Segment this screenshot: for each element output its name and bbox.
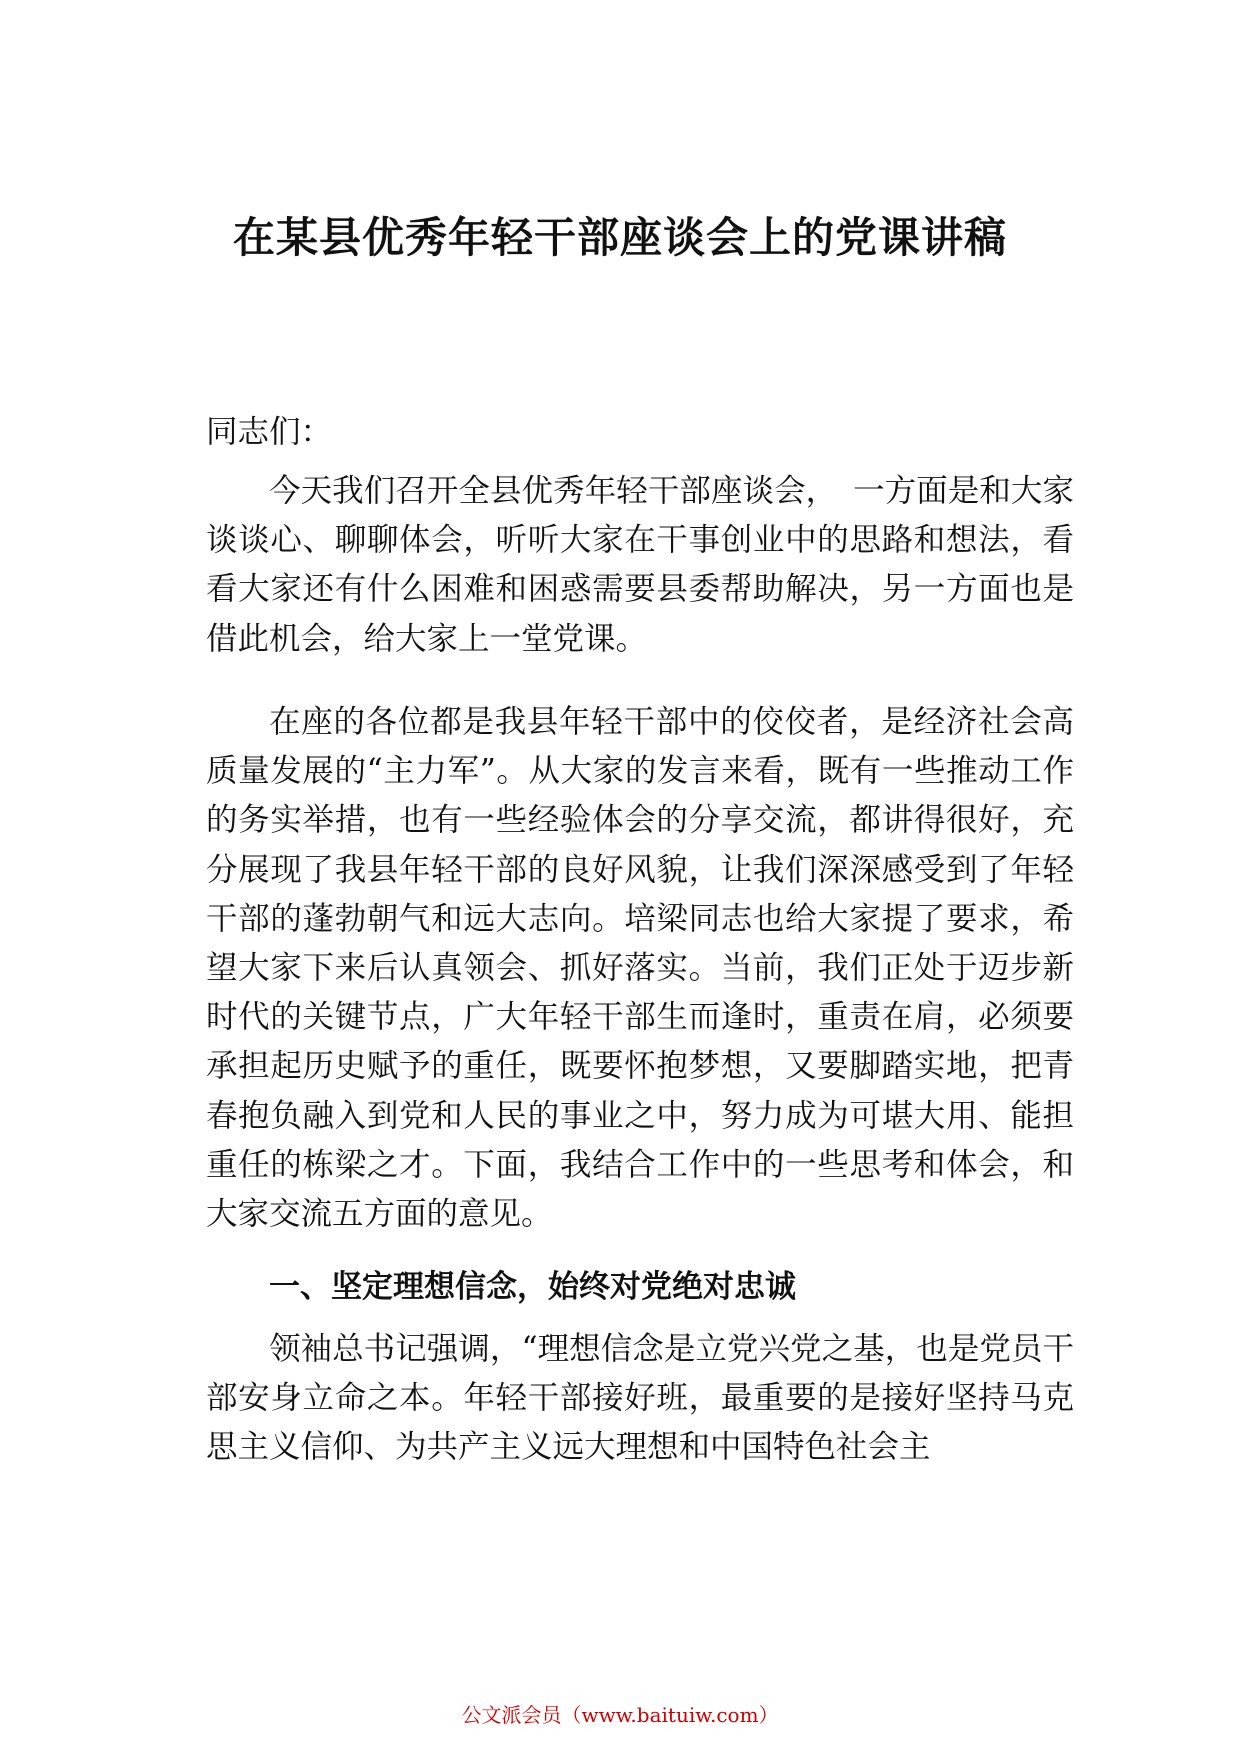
paragraph-context: 在座的各位都是我县年轻干部中的佼佼者，是经济社会高质量发展的“主力军”。从大家的发言来看，既有一些推动工作的务实举措，也有一些经验体会的分享交流，都讲得很好，充分展现了我县年轻干部的良好风貌，让我们深深感受到了年轻干部的蓬勃朝气和远大志向。培梁同志也给大家提了要求，希望大家下来后认真领会、抓好落实。当前，我们正处于迈步新时代的关键节点，广大年轻干部生而逢时，重责在肩，必须要承担起历史赋予的重任，既要怀抱梦想，又要脚踏实地，把青春抱负融入到党和人民的事业之中，努力成为可堪大用、能担重任的栋梁之才。下面，我结合工作中的一些思考和体会，和大家交流五方面的意见。 (206, 704, 1074, 1233)
paragraph-intro: 今天我们召开全县优秀年轻干部座谈会， 一方面是和大家谈谈心、聊聊体会，听听大家在干事创业中的思路和想法，看看大家还有什么困难和困惑需要县委帮助解决，另一方面也是借此机会，给大家上一堂党课。 (206, 473, 1074, 657)
salutation: 同志们： (206, 414, 333, 450)
section-heading-1: 一、坚定理想信念，始终对党绝对忠诚 (269, 1269, 796, 1305)
document-title: 在某县优秀年轻干部座谈会上的党课讲稿 (232, 213, 1007, 262)
paragraph-section-1: 领袖总书记强调，“理想信念是立党兴党之基，也是党员干部安身立命之本。年轻干部接好班，最重要的是接好坚持马克思主义信仰、为共产主义远大理想和中国特色社会主 (206, 1331, 1074, 1466)
footer-watermark: 公文派会员（www.baituiw.com） (461, 1703, 779, 1727)
